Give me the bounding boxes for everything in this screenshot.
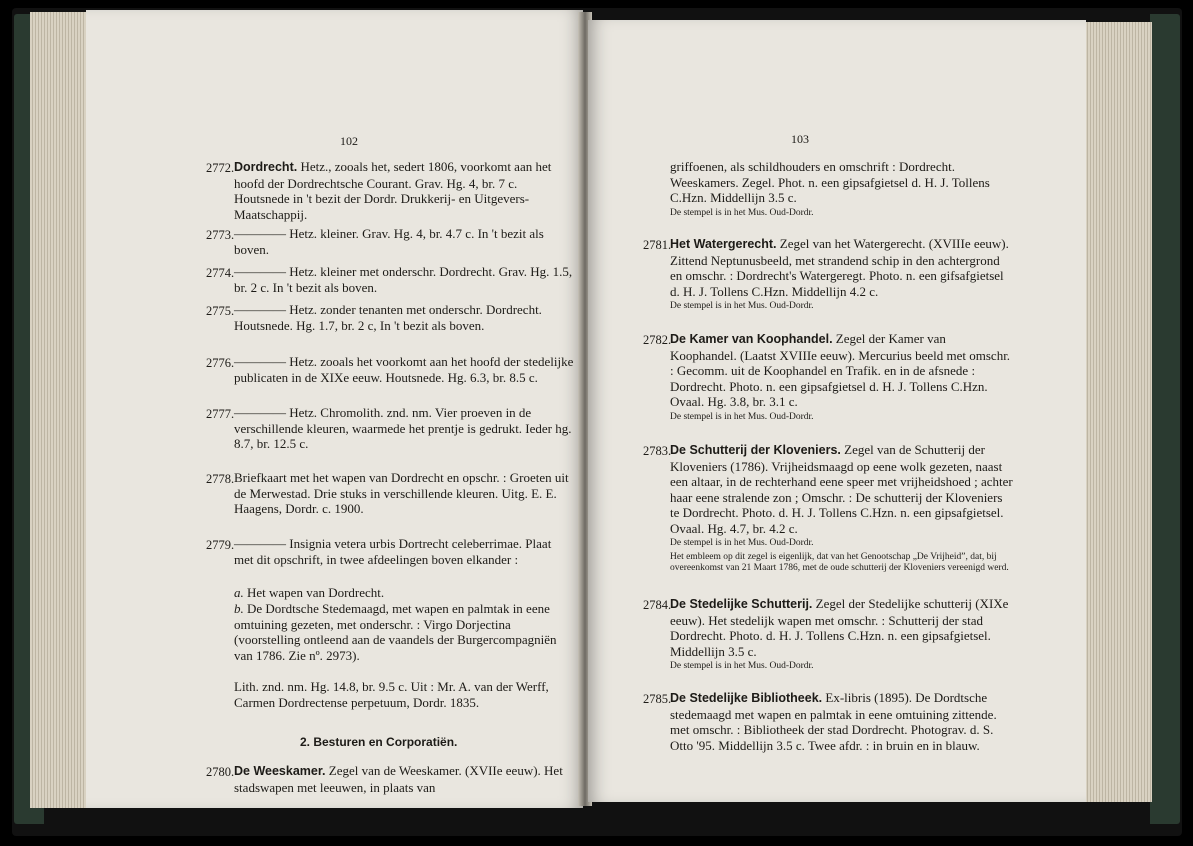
- entry-number: 2781.: [643, 238, 672, 252]
- entry-number: 2785.: [643, 692, 672, 706]
- entry-number: 2783.: [643, 444, 672, 458]
- entry-2779: ———— Insignia vetera urbis Dortrecht celeberrimae. Plaat met dit opschrift, in twee afdeelingen boven elkander :: [234, 536, 552, 567]
- entry-footnote: Het embleem op dit zegel is eigenlijk, dat van het Genootschap „De Vrijheid”, dat, bij overeenkomst van 21 Maart 1786, met de oude schutterij der Kloveniers vereenigd werd.: [670, 551, 1009, 573]
- entry-heading: De Stedelijke Bibliotheek.: [670, 691, 823, 705]
- entry-2780-continued: [670, 159, 1015, 219]
- entry-heading: De Schutterij der Kloveniers.: [670, 443, 841, 457]
- section-title: 2. Besturen en Corporatiën.: [300, 735, 458, 749]
- entry-2785: [670, 690, 1015, 753]
- entry-text: Ex-libris (1895). De Dordtsche stedemaagd met wapen en palmtak in eene omtuining zittende. met omschr. : Bibliotheek der stad Dordrecht. Photograv. d. S. Otto '95. Middellijn 3.5 c. Twee afdr. : in bruin en in blauw.: [670, 690, 997, 753]
- entry-note: De stempel is in het Mus. Oud-Dordr.: [670, 207, 814, 218]
- entry-heading: De Weeskamer.: [234, 764, 326, 778]
- entry-number: 2779.: [206, 538, 235, 552]
- entry-text: Hetz., zooals het, sedert 1806, voorkomt aan het hoofd der Dordrechtsche Courant. Grav. Hg. 4, br. 7 c. Houtsnede in 't bezit der Dordr. Drukkerij- en Uitgevers-Maatschappij.: [234, 159, 552, 222]
- sub-item-b: [234, 601, 574, 663]
- entry-heading: Het Watergerecht.: [670, 237, 777, 251]
- entry-number: 2774.: [206, 266, 235, 280]
- entry-2782: [670, 331, 1015, 423]
- entry-number: 2780.: [206, 765, 235, 779]
- page-edges-left: [30, 12, 90, 808]
- entry-2772: [234, 159, 574, 222]
- entry-2784: [670, 596, 1015, 673]
- entry-note: De stempel is in het Mus. Oud-Dordr.: [670, 661, 814, 671]
- page-number: 102: [340, 134, 358, 148]
- entry-number: 2776.: [206, 356, 235, 370]
- entry-2774: ———— Hetz. kleiner met onderschr. Dordrecht. Grav. Hg. 1.5, br. 2 c. In 't bezit als boven.: [234, 264, 573, 295]
- entry-number: 2777.: [206, 407, 235, 421]
- item-text: Het wapen van Dordrecht.: [247, 585, 385, 600]
- sub-item-a: [234, 585, 574, 601]
- entry-text: Zegel van de Schutterij der Kloveniers (1786). Vrijheidsmaagd op eene wolk gezeten, naast een altaar, in de rechterhand eene speer met vrijheidshoed ; achter haar eene stralende zon ; Omschr. : De schutterij der Kloveniers te Dordrecht. Photo. d. H. J. Tollens C.Hzn. n. een gipsafgietsel. Ovaal. Hg. 4.7, br. 4.2 c.: [670, 442, 1013, 536]
- entry-note: De stempel is in het Mus. Oud-Dordr.: [670, 538, 814, 548]
- entry-2783: [670, 442, 1015, 575]
- entry-note: De stempel is in het Mus. Oud-Dordr.: [670, 411, 814, 422]
- entry-2776: ———— Hetz. zooals het voorkomt aan het hoofd der stedelijke publicaten in de XIXe eeuw. Houtsnede. Hg. 6.3, br. 8.5 c.: [234, 354, 574, 385]
- entry-2773: ———— Hetz. kleiner. Grav. Hg. 4, br. 4.7 c. In 't bezit als boven.: [234, 226, 544, 257]
- entry-2775: ———— Hetz. zonder tenanten met onderschr. Dordrecht. Houtsnede. Hg. 1.7, br. 2 c, In 't bezit als boven.: [234, 302, 542, 333]
- entry-2778: Briefkaart met het wapen van Dordrecht en opschr. : Groeten uit de Merwestad. Drie stuks in verschillende kleuren. Uitg. E. E. Haagens, Dordr. c. 1900.: [234, 470, 569, 516]
- item-label: a.: [234, 585, 244, 600]
- item-label: b.: [234, 601, 244, 616]
- entry-heading: De Kamer van Koophandel.: [670, 332, 833, 346]
- entry-number: 2775.: [206, 304, 235, 318]
- entry-text: Zegel van het Watergerecht. (XVIIIe eeuw). Zittend Neptunusbeeld, met strandend schip in den achtergrond en omschr. : Dordrecht's Watergeregt. Photo. n. een gifsafgietsel d. H. J. Tollens C.Hzn. Middellijn 4.2 c.: [670, 236, 1009, 299]
- left-page: [86, 10, 583, 808]
- right-page: [588, 20, 1086, 802]
- entry-2779-source: Lith. znd. nm. Hg. 14.8, br. 9.5 c. Uit : Mr. A. van der Werff, Carmen Dordrectense perpetuum, Dordr. 1835.: [234, 679, 549, 710]
- entry-2777: ———— Hetz. Chromolith. znd. nm. Vier proeven in de verschillende kleuren, waarmede het prentje is gedrukt. Ieder hg. 8.7, br. 12.5 c.: [234, 405, 572, 451]
- item-text: De Dordtsche Stedemaagd, met wapen en palmtak in eene omtuining gezeten, met onderschr. : Virgo Dorjectina (voorstelling ontleend aan de vaandels der Burgercompagniën van 1786. Zie nº. 2973).: [234, 601, 557, 663]
- entry-number: 2784.: [643, 598, 672, 612]
- entry-text: Zegel der Kamer van Koophandel. (Laatst XVIIIe eeuw). Mercurius beeld met omschr. : Gecomm. uit de Koophandel en Trafik. en in de afsnede : Dordrecht. Photo. n. een gipsafgietsel d. H. J. Tollens C.Hzn. Ovaal. Hg. 3.8, br. 3.1 c.: [670, 331, 1011, 409]
- entry-text: Zegel van de Weeskamer. (XVIIe eeuw). Het stadswapen met leeuwen, in plaats van: [234, 763, 563, 795]
- page-number: 103: [791, 132, 809, 146]
- entry-note: De stempel is in het Mus. Oud-Dordr.: [670, 301, 814, 311]
- entry-text: Zegel der Stedelijke schutterij (XIXe eeuw). Het stedelijk wapen met omschr. : Schutterij der stad Dordrecht. Photo. d. H. J. Tollens C.Hzn. n. een gipsafgietsel. Middellijn 3.5 c.: [670, 596, 1009, 659]
- entry-heading: De Stedelijke Schutterij.: [670, 597, 813, 611]
- entry-number: 2772.: [206, 161, 235, 175]
- entry-2780: [234, 763, 574, 795]
- entry-heading: Dordrecht.: [234, 160, 298, 174]
- book-cover-right: [1150, 14, 1180, 824]
- entry-2781: [670, 236, 1015, 313]
- page-edges-right: [1082, 22, 1152, 802]
- entry-text: griffoenen, als schildhouders en omschrift : Dordrecht. Weeskamers. Zegel. Phot. n. een gipsafgietsel d. H. J. Tollens C.Hzn. Middellijn 3.5 c.: [670, 159, 990, 205]
- entry-number: 2773.: [206, 228, 235, 242]
- entry-number: 2782.: [643, 333, 672, 347]
- entry-number: 2778.: [206, 472, 235, 486]
